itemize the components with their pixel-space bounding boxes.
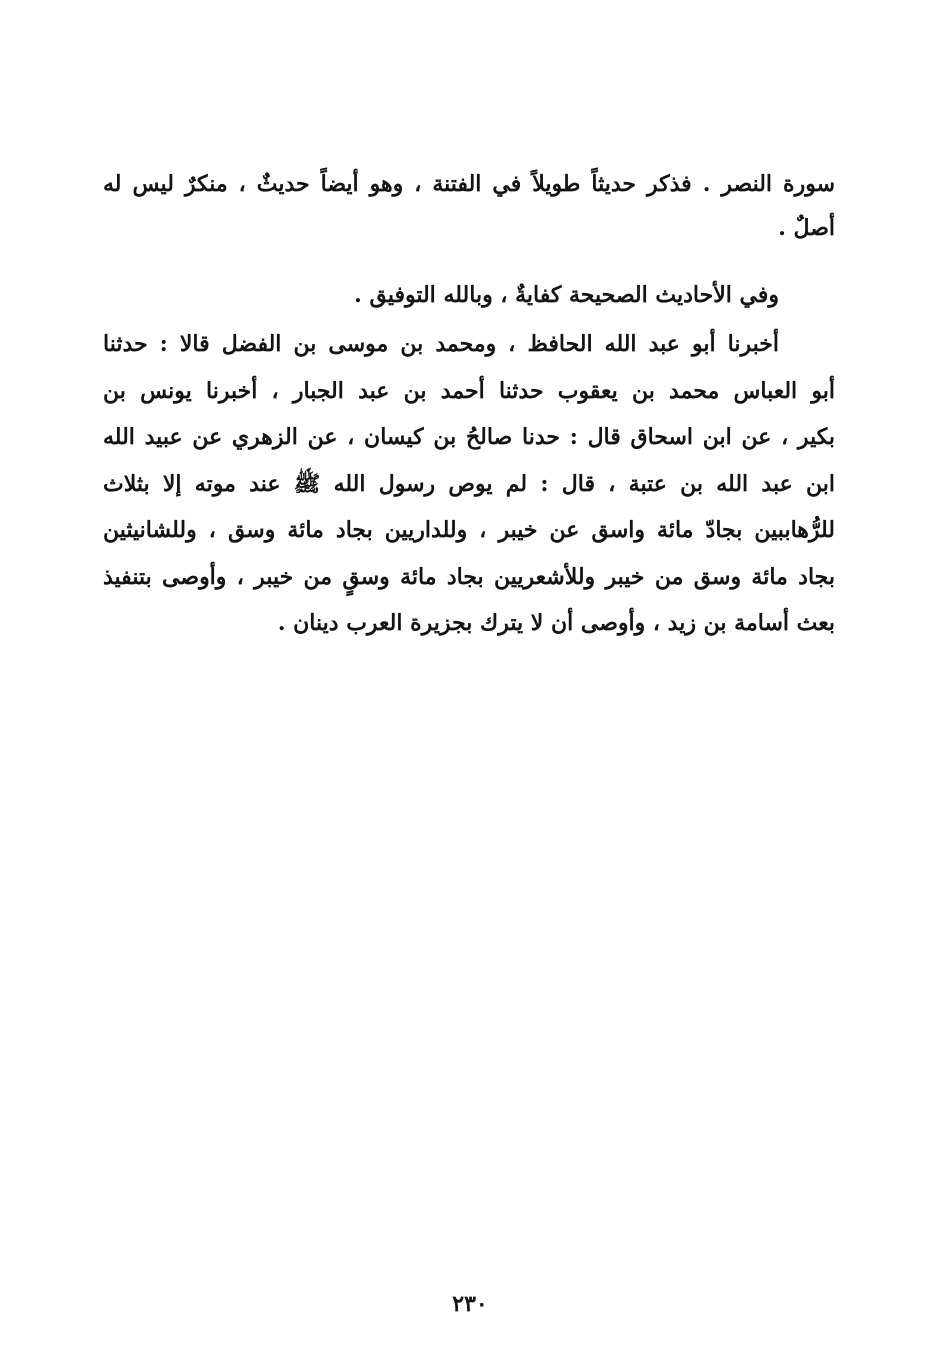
paragraph-3 <box>103 321 835 647</box>
text-line: بعث أسامة بن زيد ، وأوصى أن لا يترك بجزيرة العرب دينان . <box>277 610 835 636</box>
text-line: بكير ، عن ابن اسحاق قال : حدنا صالحُ بن كيسان ، عن الزهري عن عبيد الله <box>103 424 835 450</box>
paragraph-2: وفي الأحاديث الصحيحة كفايةٌ ، وبالله التوفيق . <box>354 282 779 308</box>
paragraph-1 <box>103 162 835 250</box>
text-line: للرُّهاببين بجادّ مائة واسق عن خيبر ، وللداريين بجاد مائة وسق ، وللشانيثين <box>103 517 835 543</box>
text-line: أخبرنا أبو عبد الله الحافظ ، ومحمد بن موسى بن الفضل قالا : حدثنا <box>103 331 779 357</box>
text-line: بجاد مائة وسق من خيبر وللأشعريين بجاد مائة وسقٍ من خيبر ، وأوصى بتنفيذ <box>103 563 835 590</box>
page-number: ٢٣٠ <box>452 1291 488 1317</box>
text-line: أبو العباس محمد بن يعقوب حدثنا أحمد بن عبد الجبار ، أخبرنا يونس بن <box>103 377 835 404</box>
text-line: سورة النصر . فذكر حديثاً طويلاً في الفتنة ، وهو أيضاً حديثٌ ، منكرٌ ليس له <box>103 171 835 197</box>
text-line: ابن عبد الله بن عتبة ، قال : لم يوص رسول الله ﷺ عند موته إلا بثلاث <box>103 470 835 497</box>
text-line: أصلٌ . <box>778 215 835 241</box>
